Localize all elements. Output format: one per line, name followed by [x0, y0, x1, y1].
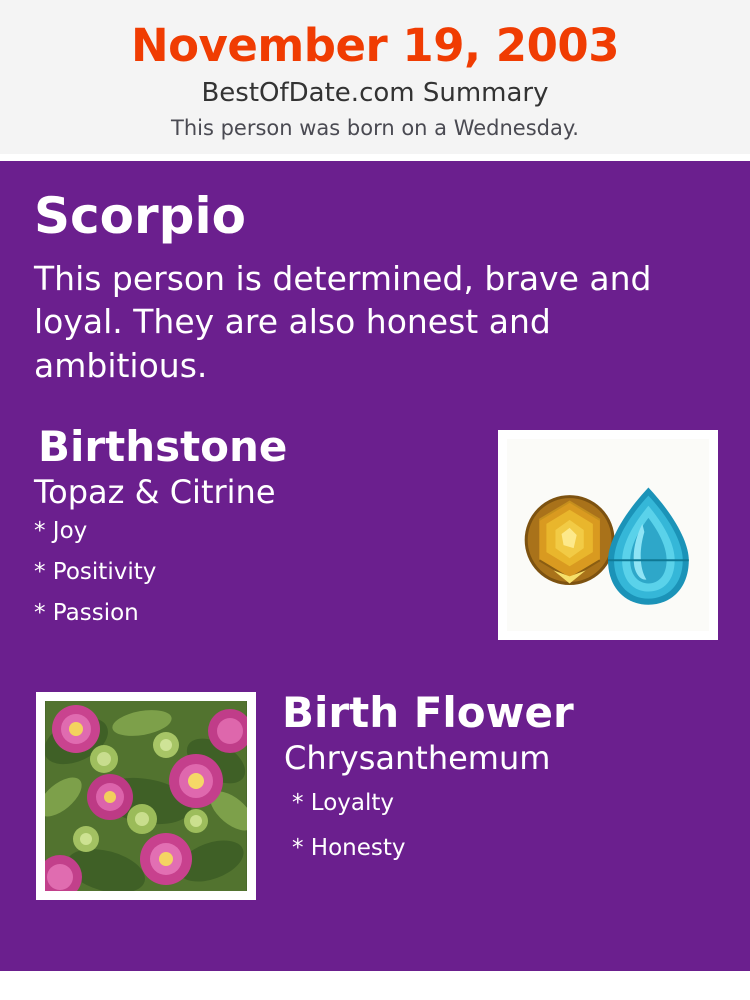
gemstones-icon [507, 439, 709, 631]
birth-flower-title: Birth Flower [282, 687, 574, 737]
birthstone-title: Birthstone [38, 421, 288, 471]
birthstone-trait: * Passion [34, 600, 139, 627]
birthstone-section [32, 421, 718, 656]
birth-flower-section [32, 687, 718, 907]
birthstone-photo [498, 430, 718, 640]
zodiac-sign-name: Scorpio [34, 186, 246, 245]
birth-flower-photo [36, 692, 256, 900]
birth-flower-trait: * Honesty [292, 835, 406, 862]
header [0, 0, 750, 154]
birth-flower-image [45, 701, 247, 891]
birth-flower-name: Chrysanthemum [284, 738, 551, 777]
birth-flower-trait: * Loyalty [292, 790, 395, 817]
page-title: November 19, 2003 [130, 19, 620, 72]
birth-flower-text [282, 687, 718, 862]
chrysanthemum-icon [45, 701, 247, 891]
zodiac-description: This person is determined, brave and loyal. They are also honest and ambitious. [34, 258, 652, 386]
site-summary-label: BestOfDate.com Summary [201, 78, 549, 109]
birthstone-name: Topaz & Citrine [34, 472, 276, 511]
content-panel [0, 161, 750, 971]
birthstone-image [507, 439, 709, 631]
birth-weekday-note: This person was born on a Wednesday. [171, 115, 579, 140]
birthstone-trait: * Joy [34, 518, 88, 545]
birthstone-text [32, 421, 472, 627]
birthstone-trait: * Positivity [34, 559, 157, 586]
header-divider [0, 154, 750, 161]
